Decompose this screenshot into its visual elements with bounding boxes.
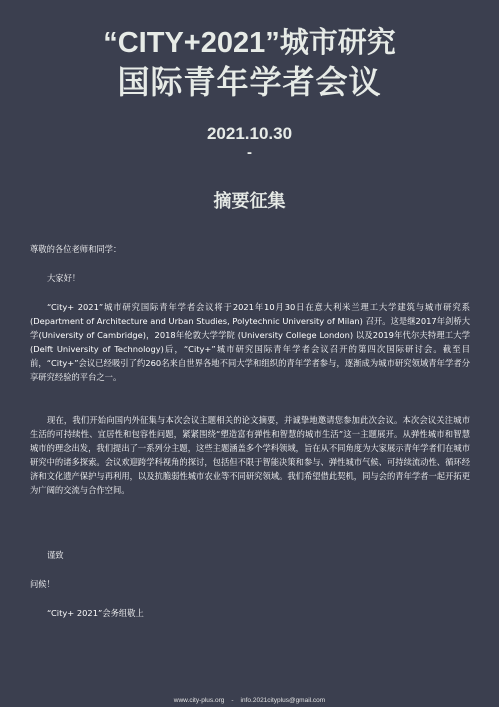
- footer-email-link[interactable]: info.2021cityplus@gmail.com: [240, 697, 326, 704]
- letter-signature: “City+ 2021”会务组敬上: [47, 608, 144, 618]
- letter-closing: 问候！: [30, 579, 55, 589]
- footer-separator: -: [231, 697, 234, 704]
- letter-regards: 谨致: [47, 550, 64, 560]
- footer-website-link[interactable]: www.city-plus.org: [173, 697, 225, 704]
- conference-date: 2021.10.30: [206, 124, 293, 143]
- title-line-2: 国际青年学者会议: [117, 64, 382, 100]
- title-line-1: “CITY+2021”城市研究: [103, 27, 396, 59]
- letter-salutation: 尊敬的各位老师和同学：: [30, 244, 122, 254]
- letter-paragraph-2: 现在，我们开始向国内外征集与本次会议主题相关的论文摘要，并诚挚地邀请您参加此次会议。本次会议关注城市生活的可持续性、宜居性和包容性问题，紧紧围绕“塑造富有弹性和智慧的城市生活”这一主题展开。从弹性城市和智慧城市的理念出发，我们提出了一系列分主题，这些主题涵盖多个学科领域，旨在从不同角度为大家展示青年学者们在城市研究中的诸多探索。会议欢迎跨学科视角的探讨，包括但不限于智能决策和参与、弹性城市气候、可持续流动性、循环经济和文化遗产保护与再利用，以及抗脆弱性城市农业等不同研究领域。我们希望借此契机，同与会的青年学者一起开拓更为广阔的交流与合作空间。: [30, 415, 470, 496]
- footer: [0, 696, 499, 705]
- title-separator: -: [247, 144, 252, 161]
- letter-paragraph-1: “City+ 2021”城市研究国际青年学者会议将于2021年10月30日在意大利米兰理工大学建筑与城市研究系 (Department of Architecture and Urban Studies, Polytechnic University of Milan) 召开。这是继2017年剑桥大学(University of Cambridge)，2018年伦敦大学学院 (University College London) 以及2019年代尔夫特理工大学(Delft University of Technology)后，“City+”城市研究国际青年学者会议召开的第四次国际研讨会。截至目前，“City+”会议已经吸引了约260名来自世界各地不同大学和组织的青年学者参与，逐渐成为城市研究领域青年学者分享研究经验的平台之一。: [30, 302, 470, 383]
- letter-greeting: 大家好！: [47, 273, 81, 283]
- section-title: 摘要征集: [213, 191, 286, 211]
